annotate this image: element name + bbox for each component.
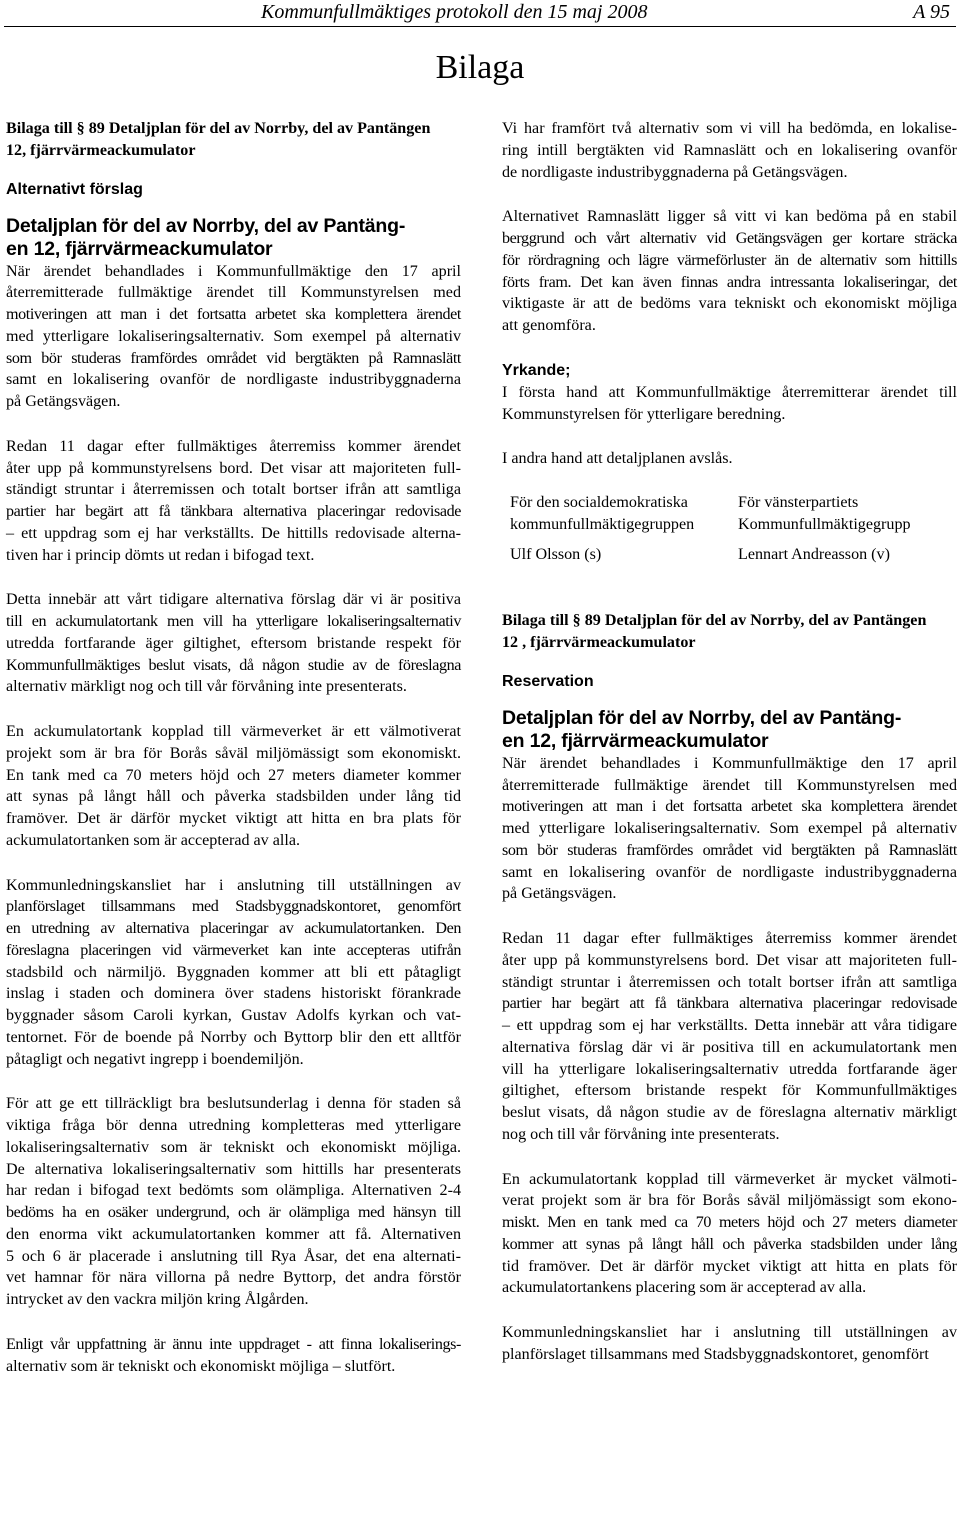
text-line: inslag i staden och dominera över stadens historiskt förankrade: [6, 985, 461, 1003]
text-line: bedöms ha en osäker undergrund, och är olämpliga med hänsyn till: [6, 1204, 461, 1221]
text-line: påtagligt och negativt ingrepp i boendemiljön.: [6, 1050, 304, 1068]
header-title: Kommunfullmäktiges protokoll den 15 maj 2008: [261, 1, 648, 23]
text-line: När ärendet behandlades i Kommunfullmäktige den 17 april: [6, 262, 461, 280]
text-line: viktiga fråga bör denna utredning kompletteras med ytterligare: [6, 1117, 461, 1134]
text-line: beslut visats, då någon studie av de föreslagna alternativ märkligt: [502, 1104, 957, 1121]
text-line: alternativ märkligt nog och till vår förvåning inte presenterats.: [6, 678, 407, 696]
paragraph: [6, 721, 461, 852]
text-line: ring intill bergtäkten vid Ramnaslätt och en lokalisering ovanför: [502, 141, 957, 159]
page-number: A 95: [913, 1, 950, 23]
text-line: Redan 11 dagar efter fullmäktiges återremiss kommer ärendet: [6, 437, 461, 455]
text-line: som bör studeras framfördes området vid bergtäkten på Ramnaslätt: [6, 349, 461, 367]
text-line: på Getängsvägen.: [502, 885, 617, 903]
section-heading: Reservation: [502, 672, 594, 690]
text-line: partier har begärt att få tänkbara alternativa placeringar redovisade: [6, 503, 461, 520]
text-line: miskt. Men en tank med ca 70 meters höjd och 27 meters diameter: [502, 1214, 957, 1231]
text-line: den enorma vikt ackumulatortanken kommer att få. Alternativen: [6, 1225, 461, 1243]
signatures: [510, 492, 957, 565]
text-line: ständigt struntar i återremissen och totalt bortser ifrån att samtliga: [502, 973, 957, 991]
paragraph: [502, 118, 957, 183]
text-line: återremitterade fullmäktige ärendet till Kommunstyrelsen med: [6, 284, 461, 302]
plan-heading: Detaljplan för del av Norrby, del av Pantäng-: [502, 706, 902, 729]
text-line: en utredning av alternativa placeringar av ackumulatortanken. Den: [6, 920, 461, 937]
text-line: projekt som är bra för Borås såväl miljömässigt som ekonomiskt.: [6, 744, 461, 762]
text-line: Kommunledningskansliet har i anslutning till utställningen av: [502, 1324, 957, 1341]
text-line: på Getängsvägen.: [6, 393, 121, 410]
text-line: partier har begärt att få tänkbara alternativa placeringar redovisade: [502, 995, 957, 1013]
paragraph: [6, 875, 461, 1071]
section-heading: Alternativt förslag: [6, 180, 143, 198]
signature-name: Ulf Olsson (s): [510, 545, 602, 563]
paragraph: [502, 928, 957, 1146]
paragraph: [6, 436, 461, 567]
text-line: ständigt struntar i återremissen och totalt bortser ifrån att samtliga: [6, 481, 461, 499]
text-line: vet hamnar för nära villorna på nedre Byttorp, det andra förstör: [6, 1269, 461, 1287]
paragraph: [6, 1093, 461, 1311]
text-line: – ett uppdrag som ej har verkställts. Detta innebär att våra tidigare: [502, 1017, 957, 1034]
text-line: för rördragning och lägre värmeförluster än de alternativ som hittills: [502, 251, 957, 269]
text-line: verat projekt som är bra för Borås såväl miljömässigt som ekono-: [502, 1192, 957, 1210]
text-line: som bör studeras framfördes området vid bergtäkten på Ramnaslätt: [502, 841, 957, 859]
text-line: ackumulatortanken som är accepterad av alla.: [6, 831, 301, 849]
text-line: Redan 11 dagar efter fullmäktiges återremiss kommer ärendet: [502, 930, 957, 947]
text-line: tiven har i princip dömts ut redan i bifogad text.: [6, 546, 315, 564]
text-line: kommer att synas på långt håll och påverka stadsbilden under lång: [502, 1235, 957, 1253]
text-line: motiveringen att man i det fortsatta arbetet ska komplettera ärendet: [6, 306, 461, 323]
text-line: Detta innebär att vårt tidigare alternativa förslag där vi är positiva: [6, 591, 461, 609]
text-line: Kommunstyrelsen för ytterligare beredning.: [502, 405, 786, 423]
page-title: Bilaga: [435, 49, 525, 86]
signature-org-line: kommunfullmäktigegruppen: [510, 515, 695, 533]
signature-org-line: Kommunfullmäktigegrupp: [738, 515, 911, 533]
paragraph: [502, 753, 957, 905]
text-line: stadsbild och närmiljö. Byggnaden kommer att bli ett påtagligt: [6, 963, 461, 981]
text-line: planförslaget tillsammans med Stadsbyggnadskontoret, genomfört: [502, 1345, 929, 1363]
text-line: samt en lokalisering ovanför de nordligaste industribyggnaderna: [502, 863, 957, 881]
text-line: att synas på långt håll och påverka stadsbilden under lång tid: [6, 788, 461, 806]
text-line: intrycket av den vackra miljön kring Ålgården.: [6, 1291, 309, 1308]
paragraph: [6, 589, 461, 698]
text-line: viktigaste är att de bedöms vara tekniskt och ekonomiskt möjliga: [502, 295, 957, 313]
text-line: De alternativa lokaliseringsalternativ som hittills har presenterats: [6, 1160, 461, 1178]
text-line: framöver. Det är därför mycket viktigt att hitta en bra plats för: [6, 810, 461, 827]
plan-heading: en 12, fjärrvärmeackumulator: [6, 237, 273, 260]
paragraph: [502, 382, 957, 426]
signature-org-line: För vänsterpartiets: [738, 494, 859, 511]
plan-heading: en 12, fjärrvärmeackumulator: [502, 729, 769, 752]
right-column: [502, 118, 957, 1366]
text-line: En ackumulatortank kopplad till värmeverket är mycket välmoti-: [502, 1170, 957, 1188]
text-line: En ackumulatortank kopplad till värmeverket är ett välmotiverat: [6, 723, 461, 740]
text-line: tid framöver. Det är därför mycket viktigt att hitta en plats för: [502, 1257, 957, 1275]
text-line: giltighet, eftersom bristande respekt för Kommunfullmäktiges: [502, 1082, 957, 1100]
text-line: åter upp på kommunstyrelsens bord. Det visar att majoriteten full-: [502, 951, 957, 969]
text-line: de nordligaste industribyggnaderna på Getängsvägen.: [502, 163, 848, 181]
text-line: alternativa förslag där vi är positiva till en ackumulatortank men: [502, 1038, 957, 1056]
text-line: Alternativet Ramnaslätt ligger så vitt vi kan bedöma på en stabil: [502, 208, 957, 226]
text-line: Kommunfullmäktiges beslut visats, då någon studie av de föreslagna: [6, 656, 461, 674]
text-line: har redan i bifogad text bedömts som olämpliga. Alternativen 2-4: [6, 1182, 461, 1200]
text-line: att genomföra.: [502, 317, 596, 334]
text-line: I första hand att Kommunfullmäktige återremitterar ärendet till: [502, 383, 957, 401]
text-line: förts fram. Det kan även finnas andra intressanta lokaliseringar, det: [502, 273, 957, 291]
paragraph: [6, 261, 461, 413]
text-line: alternativ som är tekniskt och ekonomiskt möjliga – slutfört.: [6, 1357, 396, 1375]
text-line: Kommunledningskansliet har i anslutning till utställningen av: [6, 876, 461, 894]
attachment-title-line: Bilaga till § 89 Detaljplan för del av Norrby, del av Pantängen: [6, 120, 431, 137]
text-line: med ytterligare lokaliseringsalternativ. Som exempel på alternativ: [6, 327, 461, 345]
signature-name: Lennart Andreasson (v): [738, 545, 890, 563]
text-line: En tank med ca 70 meters höjd och 27 meters diameter kommer: [6, 766, 461, 784]
header-divider: [4, 26, 956, 27]
text-line: Enligt vår uppfattning är ännu inte uppdraget - att finna lokaliserings-: [6, 1335, 461, 1353]
text-line: tentornet. För de boende på Norrby och Byttorp blir den ett alltför: [6, 1028, 461, 1046]
text-line: nog och till vår förvåning inte presenterats.: [502, 1125, 780, 1143]
text-line: Vi har framfört två alternativ som vi vill ha bedömda, en lokalise-: [502, 120, 957, 137]
text-line: vill ha ytterligare lokaliseringsalternativ utredda fortfarande äger: [502, 1060, 957, 1078]
text-line: motiveringen att man i det fortsatta arbetet ska komplettera ärendet: [502, 798, 957, 816]
yrkande-heading: Yrkande;: [502, 361, 571, 379]
text-line: samt en lokalisering ovanför de nordligaste industribyggnaderna: [6, 371, 461, 389]
page-header: [0, 0, 960, 26]
paragraph: [502, 206, 957, 337]
attachment-title-line: 12, fjärrvärmeackumulator: [6, 141, 196, 159]
attachment-title-line: Bilaga till § 89 Detaljplan för del av Norrby, del av Pantängen: [502, 612, 927, 630]
text-line: ackumulatortankens placering som är accepterad av alla.: [502, 1279, 867, 1297]
plan-heading: Detaljplan för del av Norrby, del av Pantäng-: [6, 214, 406, 237]
text-line: planförslaget tillsammans med Stadsbyggnadskontoret, genomfört: [6, 898, 461, 916]
text-line: åter upp på kommunstyrelsens bord. Det visar att majoriteten full-: [6, 459, 461, 477]
text-line: lokaliseringsalternativ som är tekniskt och ekonomiskt möjliga.: [6, 1138, 461, 1156]
paragraph: [502, 1322, 957, 1366]
text-line: föreslagna placeringen vid värmeverket kan inte accepteras utifrån: [6, 941, 461, 959]
left-column: [6, 118, 461, 1377]
attachment-title-line: 12 , fjärrvärmeackumulator: [502, 634, 696, 651]
text-line: berggrund och vårt alternativ vid Getängsvägen ger kortare sträcka: [502, 230, 957, 247]
text-line: återremitterade fullmäktige ärendet till Kommunstyrelsen med: [502, 776, 957, 794]
paragraph: I andra hand att detaljplanen avslås.: [502, 450, 733, 468]
text-line: utredda fortfarande äger giltighet, eftersom bristande respekt för: [6, 634, 461, 652]
paragraph: [6, 1334, 461, 1378]
signature-org-line: För den socialdemokratiska: [510, 494, 688, 511]
paragraph: [502, 1169, 957, 1300]
text-line: till en ackumulatortank men vill ha ytterligare lokaliseringsalternativ: [6, 613, 461, 630]
text-line: med ytterligare lokaliseringsalternativ. Som exempel på alternativ: [502, 820, 957, 837]
text-line: När ärendet behandlades i Kommunfullmäktige den 17 april: [502, 754, 957, 772]
text-line: För att ge ett tillräckligt bra beslutsunderlag i denna för staden så: [6, 1095, 461, 1113]
text-line: byggnader såsom Caroli kyrkan, Gustav Adolfs kyrkan och vat-: [6, 1007, 461, 1024]
text-line: 5 och 6 är placerade i anslutning till Rya Åsar, det ena alternati-: [6, 1247, 461, 1265]
text-line: – ett uppdrag som ej har verkställts. De hittills redovisade alterna-: [6, 524, 461, 542]
